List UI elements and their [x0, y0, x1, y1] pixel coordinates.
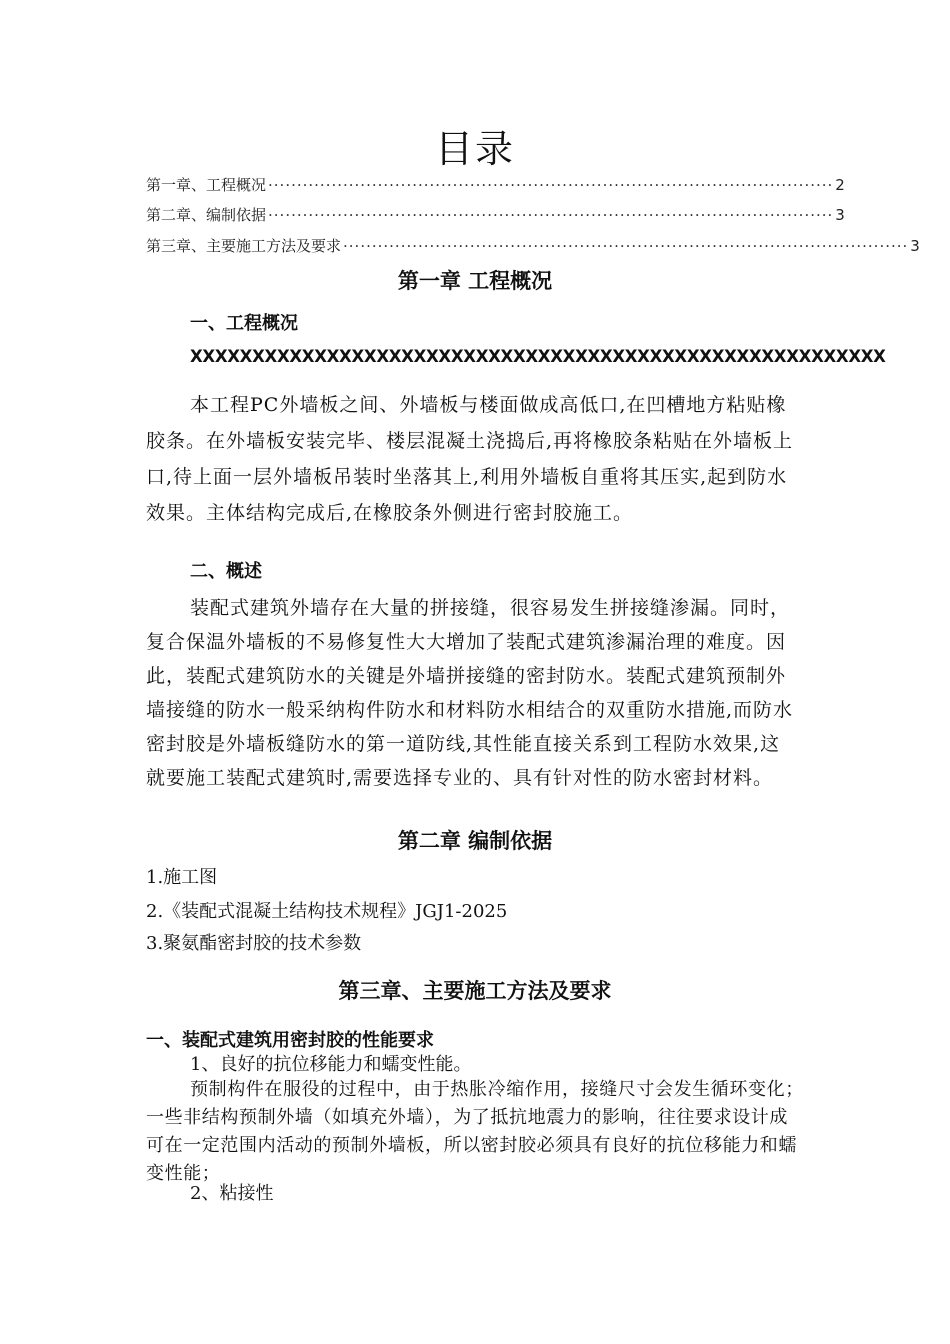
toc-title: 目录 — [434, 127, 515, 171]
toc-entry-label: 第三章、主要施工方法及要求 — [146, 237, 342, 255]
chapter1-heading: 第一章 工程概况 — [397, 268, 553, 293]
toc-entry-chapter3[interactable] — [146, 234, 920, 258]
chapter1-section2-heading: 二、概述 — [190, 561, 262, 582]
toc-page-number: 3 — [910, 237, 920, 255]
chapter1-section1-paragraph — [146, 387, 796, 531]
toc-entry-label: 第二章、编制依据 — [146, 206, 267, 224]
chapter1-section2-paragraph — [146, 591, 800, 795]
paragraph-text: 本工程PC外墙板之间、外墙板与楼面做成高低口,在凹槽地方粘贴橡胶条。在外墙板安装完毕、楼层混凝土浇捣后,再将橡胶条粘贴在外墙板上口,待上面一层外墙板吊装时坐落其上,利用外墙板自重将其压实,起到防水效果。主体结构完成后,在橡胶条外侧进行密封胶施工。 — [146, 394, 794, 524]
toc-page-number: 2 — [835, 176, 845, 194]
toc-entry-label: 第一章、工程概况 — [146, 176, 267, 194]
requirement-item-1: 1、良好的抗位移能力和蠕变性能。 — [190, 1054, 472, 1075]
toc-entry-chapter2[interactable] — [146, 203, 845, 227]
chapter3-heading: 第三章、主要施工方法及要求 — [338, 978, 612, 1003]
paragraph-text: 预制构件在服役的过程中，由于热胀冷缩作用，接缝尺寸会发生循环变化；一些非结构预制外墙（如填充外墙），为了抵抗地震力的影响，往往要求设计成可在一定范围内活动的预制外墙板，所以密封胶必须具有良好的抗位移能力和蠕变性能； — [146, 1079, 804, 1184]
chapter3-section1-paragraph — [146, 1076, 804, 1188]
basis-item-3: 3.聚氨酯密封胶的技术参数 — [146, 933, 362, 954]
toc-entry-chapter1[interactable] — [146, 173, 845, 197]
placeholder-text-line: XXXXXXXXXXXXXXXXXXXXXXXXXXXXXXXXXXXXXXXXXXXXXXXXXXXXXXXX — [190, 347, 886, 366]
paragraph-text: 装配式建筑外墙存在大量的拼接缝，很容易发生拼接缝渗漏。同时，复合保温外墙板的不易修复性大大增加了装配式建筑渗漏治理的难度。因此，装配式建筑防水的关键是外墙拼接缝的密封防水。装配式建筑预制外墙接缝的防水一般采纳构件防水和材料防水相结合的双重防水措施,而防水密封胶是外墙板缝防水的第一道防线,其性能直接关系到工程防水效果,这就要施工装配式建筑时,需要选择专业的、具有针对性的防水密封材料。 — [146, 597, 794, 789]
chapter3-section1-heading: 一、装配式建筑用密封胶的性能要求 — [146, 1030, 434, 1051]
basis-item-2: 2.《装配式混凝土结构技术规程》JGJ1-2025 — [146, 901, 508, 922]
toc-leader-dots: ·································································································· — [268, 176, 834, 194]
chapter1-section1-heading: 一、工程概况 — [190, 313, 298, 334]
requirement-item-2: 2、粘接性 — [190, 1183, 274, 1204]
chapter2-heading: 第二章 编制依据 — [397, 828, 553, 853]
toc-page-number: 3 — [835, 206, 845, 224]
toc-leader-dots: ·································································································· — [268, 206, 834, 224]
toc-leader-dots: ·································································································· — [343, 237, 909, 255]
basis-item-1: 1.施工图 — [146, 867, 218, 888]
